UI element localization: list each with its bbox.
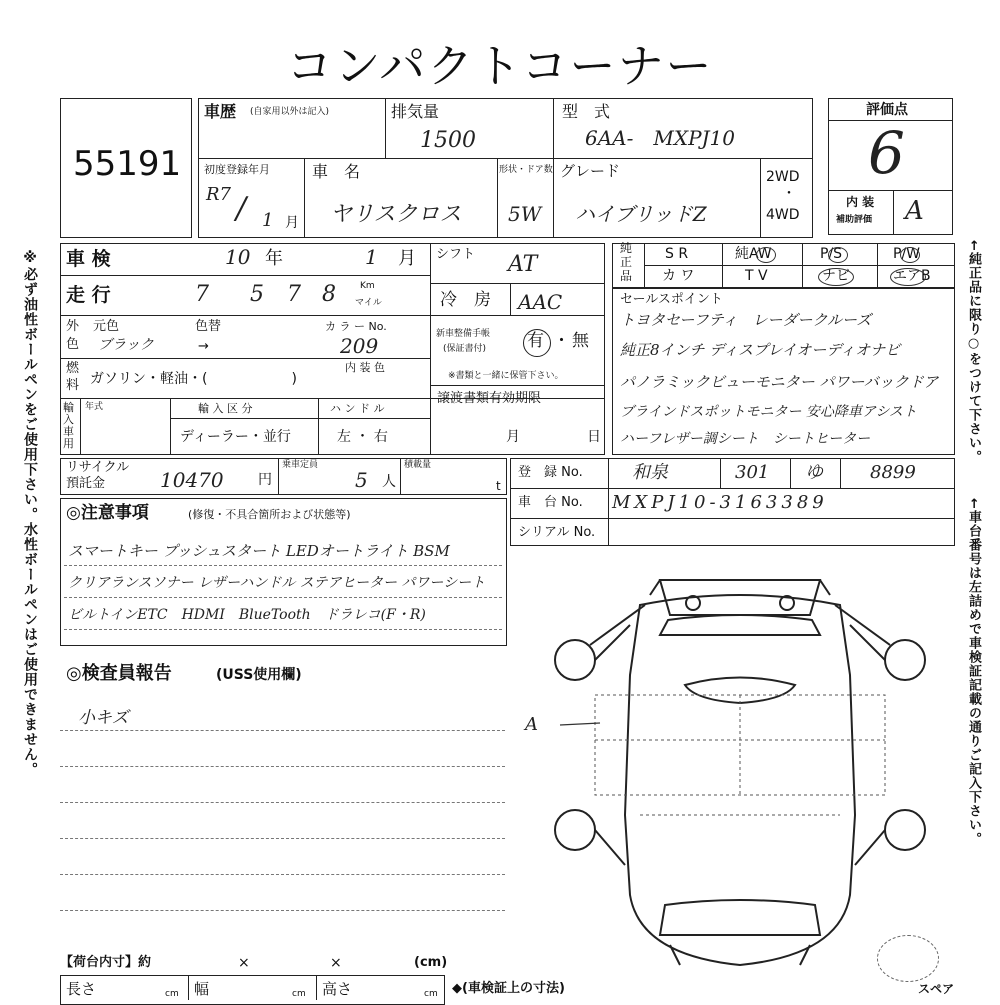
inspector-sub-label: (USS使用欄) (216, 667, 302, 683)
interior-sub-label: 補助評価 (836, 215, 873, 225)
capacity-label: 乗車定員 (282, 460, 319, 470)
cargo-label: 【荷台内寸】約 (60, 955, 152, 970)
dimensions-note: ◆(車検証上の寸法) (452, 981, 565, 996)
first-registration-slash: / (236, 191, 247, 226)
dimensions-box (60, 975, 445, 1005)
equip-airbag: エアB (893, 268, 931, 284)
equip-ps: P/S (820, 246, 843, 262)
shaken-label: 車 検 (66, 248, 111, 270)
right-margin-note-2: ←車台番号は左詰めで車検証記載の通りご記入下さい。 (966, 498, 981, 846)
spare-label: スペア (918, 982, 955, 996)
drive-2wd: 2WD (766, 169, 800, 185)
equip-navi: ナビ (822, 268, 850, 284)
mileage-digit-4: 8 (322, 282, 336, 307)
drive-4wd: 4WD (766, 207, 800, 223)
mileage-digit-2: 5 (250, 282, 264, 307)
history-label: 車歴 (204, 102, 237, 121)
dim-length-label: 長さ (66, 980, 97, 998)
chassis-label: 車 台 No. (518, 495, 583, 510)
first-registration-label: 初度登録年月 (204, 163, 270, 176)
car-name-value: ヤリスクロス (330, 202, 462, 227)
maintenance-no: 無 (572, 331, 589, 351)
circle-aw (756, 247, 776, 263)
circle-navi (818, 268, 854, 286)
import-label-d: 用 (63, 437, 74, 450)
maintenance-note: ※書類と一緒に保管下さい。 (448, 371, 564, 381)
shape-doors-label: 形状・ドア数 (499, 165, 553, 175)
mileage-digit-3: 7 (287, 282, 301, 307)
mileage-unit-mile: マイル (355, 298, 382, 308)
score-label: 評価点 (866, 102, 908, 118)
diagram-marker-a: A (525, 714, 538, 735)
sales-point-line-5: ハーフレザー調シート シートヒーター (620, 431, 871, 447)
equipment-label-2: 正 (620, 255, 633, 269)
sales-point-line-1: トヨタセーフティ レーダークルーズ (620, 311, 872, 329)
serial-label: シリアル No. (518, 525, 596, 540)
grade-value: ハイブリッドZ (575, 202, 707, 226)
history-note: (自家用以外は記入) (250, 107, 330, 117)
chassis-value: MXPJ10-3163389 (612, 492, 828, 513)
equip-aw: 純AW (735, 246, 772, 262)
cargo-x1: × (238, 955, 250, 971)
car-name-label: 車 名 (312, 162, 361, 181)
notes-line-3: ビルトインETC HDMI BlueTooth ドラレコ(F・R) (68, 607, 426, 623)
maintenance-book-sub: (保証書付) (443, 344, 487, 354)
dim-height-unit: cm (424, 989, 438, 999)
load-label: 積載量 (404, 460, 432, 470)
first-registration-month: 1 (262, 210, 274, 231)
maintenance-yes: 有 (527, 331, 544, 351)
equip-pw: P/W (893, 246, 921, 262)
sales-point-line-3: パノラミックビューモニター パワーバックドア (620, 373, 939, 391)
circle-airbag (890, 268, 926, 286)
exterior-arrow: → (198, 339, 209, 354)
lot-number: 55191 (73, 144, 182, 184)
shape-doors-value: 5W (508, 202, 542, 226)
car-damage-diagram (520, 565, 960, 985)
import-year-label: 年式 (85, 402, 104, 412)
import-label-b: 入 (63, 413, 74, 426)
first-registration-era: R7 (206, 184, 232, 205)
interior-color-label: 内 装 色 (345, 361, 385, 374)
mileage-label: 走 行 (66, 284, 111, 306)
cargo-unit: (cm) (414, 955, 448, 970)
import-label-c: 車 (63, 425, 74, 438)
shaken-month: 1 (365, 245, 378, 269)
registration-label: 登 録 No. (518, 465, 583, 480)
maintenance-book-label: 新車整備手帳 (436, 329, 491, 339)
equip-sr: S R (665, 246, 689, 262)
exterior-orig-label: 元色 (93, 319, 120, 334)
recycle-value: 10470 (160, 468, 224, 492)
model-label: 型 式 (562, 102, 611, 121)
registration-number: 8899 (870, 462, 916, 483)
import-class-value: ディーラー・並行 (180, 429, 291, 445)
transfer-month-unit: 月 (506, 429, 520, 445)
recycle-label: リサイクル (66, 460, 130, 475)
import-label-a: 輸 (63, 401, 74, 414)
maintenance-sep: ・ (553, 331, 570, 351)
exterior-orig-value: ブラック (98, 337, 154, 353)
capacity-unit: 人 (382, 474, 396, 490)
exterior-label-a: 外 (66, 319, 80, 334)
sales-point-line-2: 純正8インチ ディスプレイオーディオナビ (620, 341, 901, 359)
equipment-label-1: 純 (620, 241, 633, 255)
drive-dot: ・ (782, 186, 796, 202)
first-registration-month-unit: 月 (285, 215, 299, 231)
dim-height-label: 高さ (322, 980, 353, 998)
lot-number-box (60, 98, 192, 238)
color-number-label: カ ラ ー No. (325, 320, 387, 333)
notes-label: ◎注意事項 (66, 503, 149, 523)
equip-tv: T V (745, 268, 768, 284)
equip-leather: カ ワ (662, 268, 695, 284)
sheet-title: コンパクトコーナー (286, 39, 714, 93)
handle-label: ハ ン ド ル (330, 402, 385, 415)
color-number-value: 209 (340, 334, 379, 358)
notes-line-1: スマートキー プッシュスタート LEDオートライト BSM (68, 542, 450, 560)
notes-sub-label: (修復・不具合箇所および状態等) (188, 508, 351, 521)
shift-value: AT (508, 252, 538, 277)
mileage-unit-km: Km (360, 281, 375, 291)
recycle-sub-label: 預託金 (66, 476, 106, 491)
displacement-value: 1500 (420, 128, 476, 153)
dim-width-label: 幅 (194, 980, 210, 998)
fuel-label-a: 燃 (66, 361, 80, 376)
inspector-line-1: 小キズ (78, 708, 129, 728)
registration-kana: ゆ (805, 462, 823, 483)
import-class-label: 輸 入 区 分 (198, 402, 253, 415)
equipment-label-3: 品 (620, 269, 633, 283)
fuel-options: ガソリン・軽油・( ) (90, 371, 297, 387)
handle-value: 左 ・ 右 (337, 429, 388, 445)
inspector-label: ◎検査員報告 (66, 663, 172, 684)
shaken-year-unit: 年 (265, 248, 283, 269)
left-margin-note: ※必ず油性ボールペンをご使用下さい。水性ボールペンはご使用できません。 (22, 250, 38, 777)
dim-length-unit: cm (165, 989, 179, 999)
interior-value: A (905, 196, 924, 226)
sales-point-line-4: ブラインドスポットモニター 安心降車アシスト (620, 404, 917, 420)
model-value: 6AA- MXPJ10 (585, 126, 736, 150)
capacity-value: 5 (355, 468, 368, 492)
right-margin-note-1: ←純正品に限り○をつけて下さい。 (966, 240, 981, 464)
circle-pw (900, 247, 920, 263)
transfer-docs-label: 譲渡書類有効期限 (437, 391, 542, 406)
registration-area: 和泉 (632, 462, 668, 483)
shift-label: シフト (436, 247, 476, 262)
dim-width-unit: cm (292, 989, 306, 999)
grade-label: グレード (560, 162, 621, 180)
shaken-month-unit: 月 (398, 248, 416, 269)
circle-ps (828, 247, 848, 263)
cargo-x2: × (330, 955, 342, 971)
spare-tire-icon (877, 935, 939, 982)
registration-class: 301 (735, 462, 770, 483)
notes-line-2: クリアランスソナー レザーハンドル ステアヒーター パワーシート (68, 575, 486, 591)
mileage-digit-1: 7 (195, 282, 209, 307)
transfer-day-unit: 日 (587, 429, 601, 445)
exterior-changed-label: 色替 (195, 319, 222, 334)
ac-label: 冷 房 (440, 290, 491, 310)
interior-label: 内 装 (846, 195, 875, 209)
sales-points-label: セールスポイント (620, 292, 723, 307)
score-value: 6 (868, 119, 905, 187)
ac-value: AAC (518, 290, 563, 314)
recycle-unit: 円 (258, 472, 272, 488)
exterior-label-b: 色 (66, 337, 80, 352)
shaken-year: 10 (225, 245, 251, 269)
load-unit: t (496, 479, 501, 493)
displacement-label: 排気量 (391, 102, 440, 121)
fuel-label-b: 料 (66, 378, 80, 393)
